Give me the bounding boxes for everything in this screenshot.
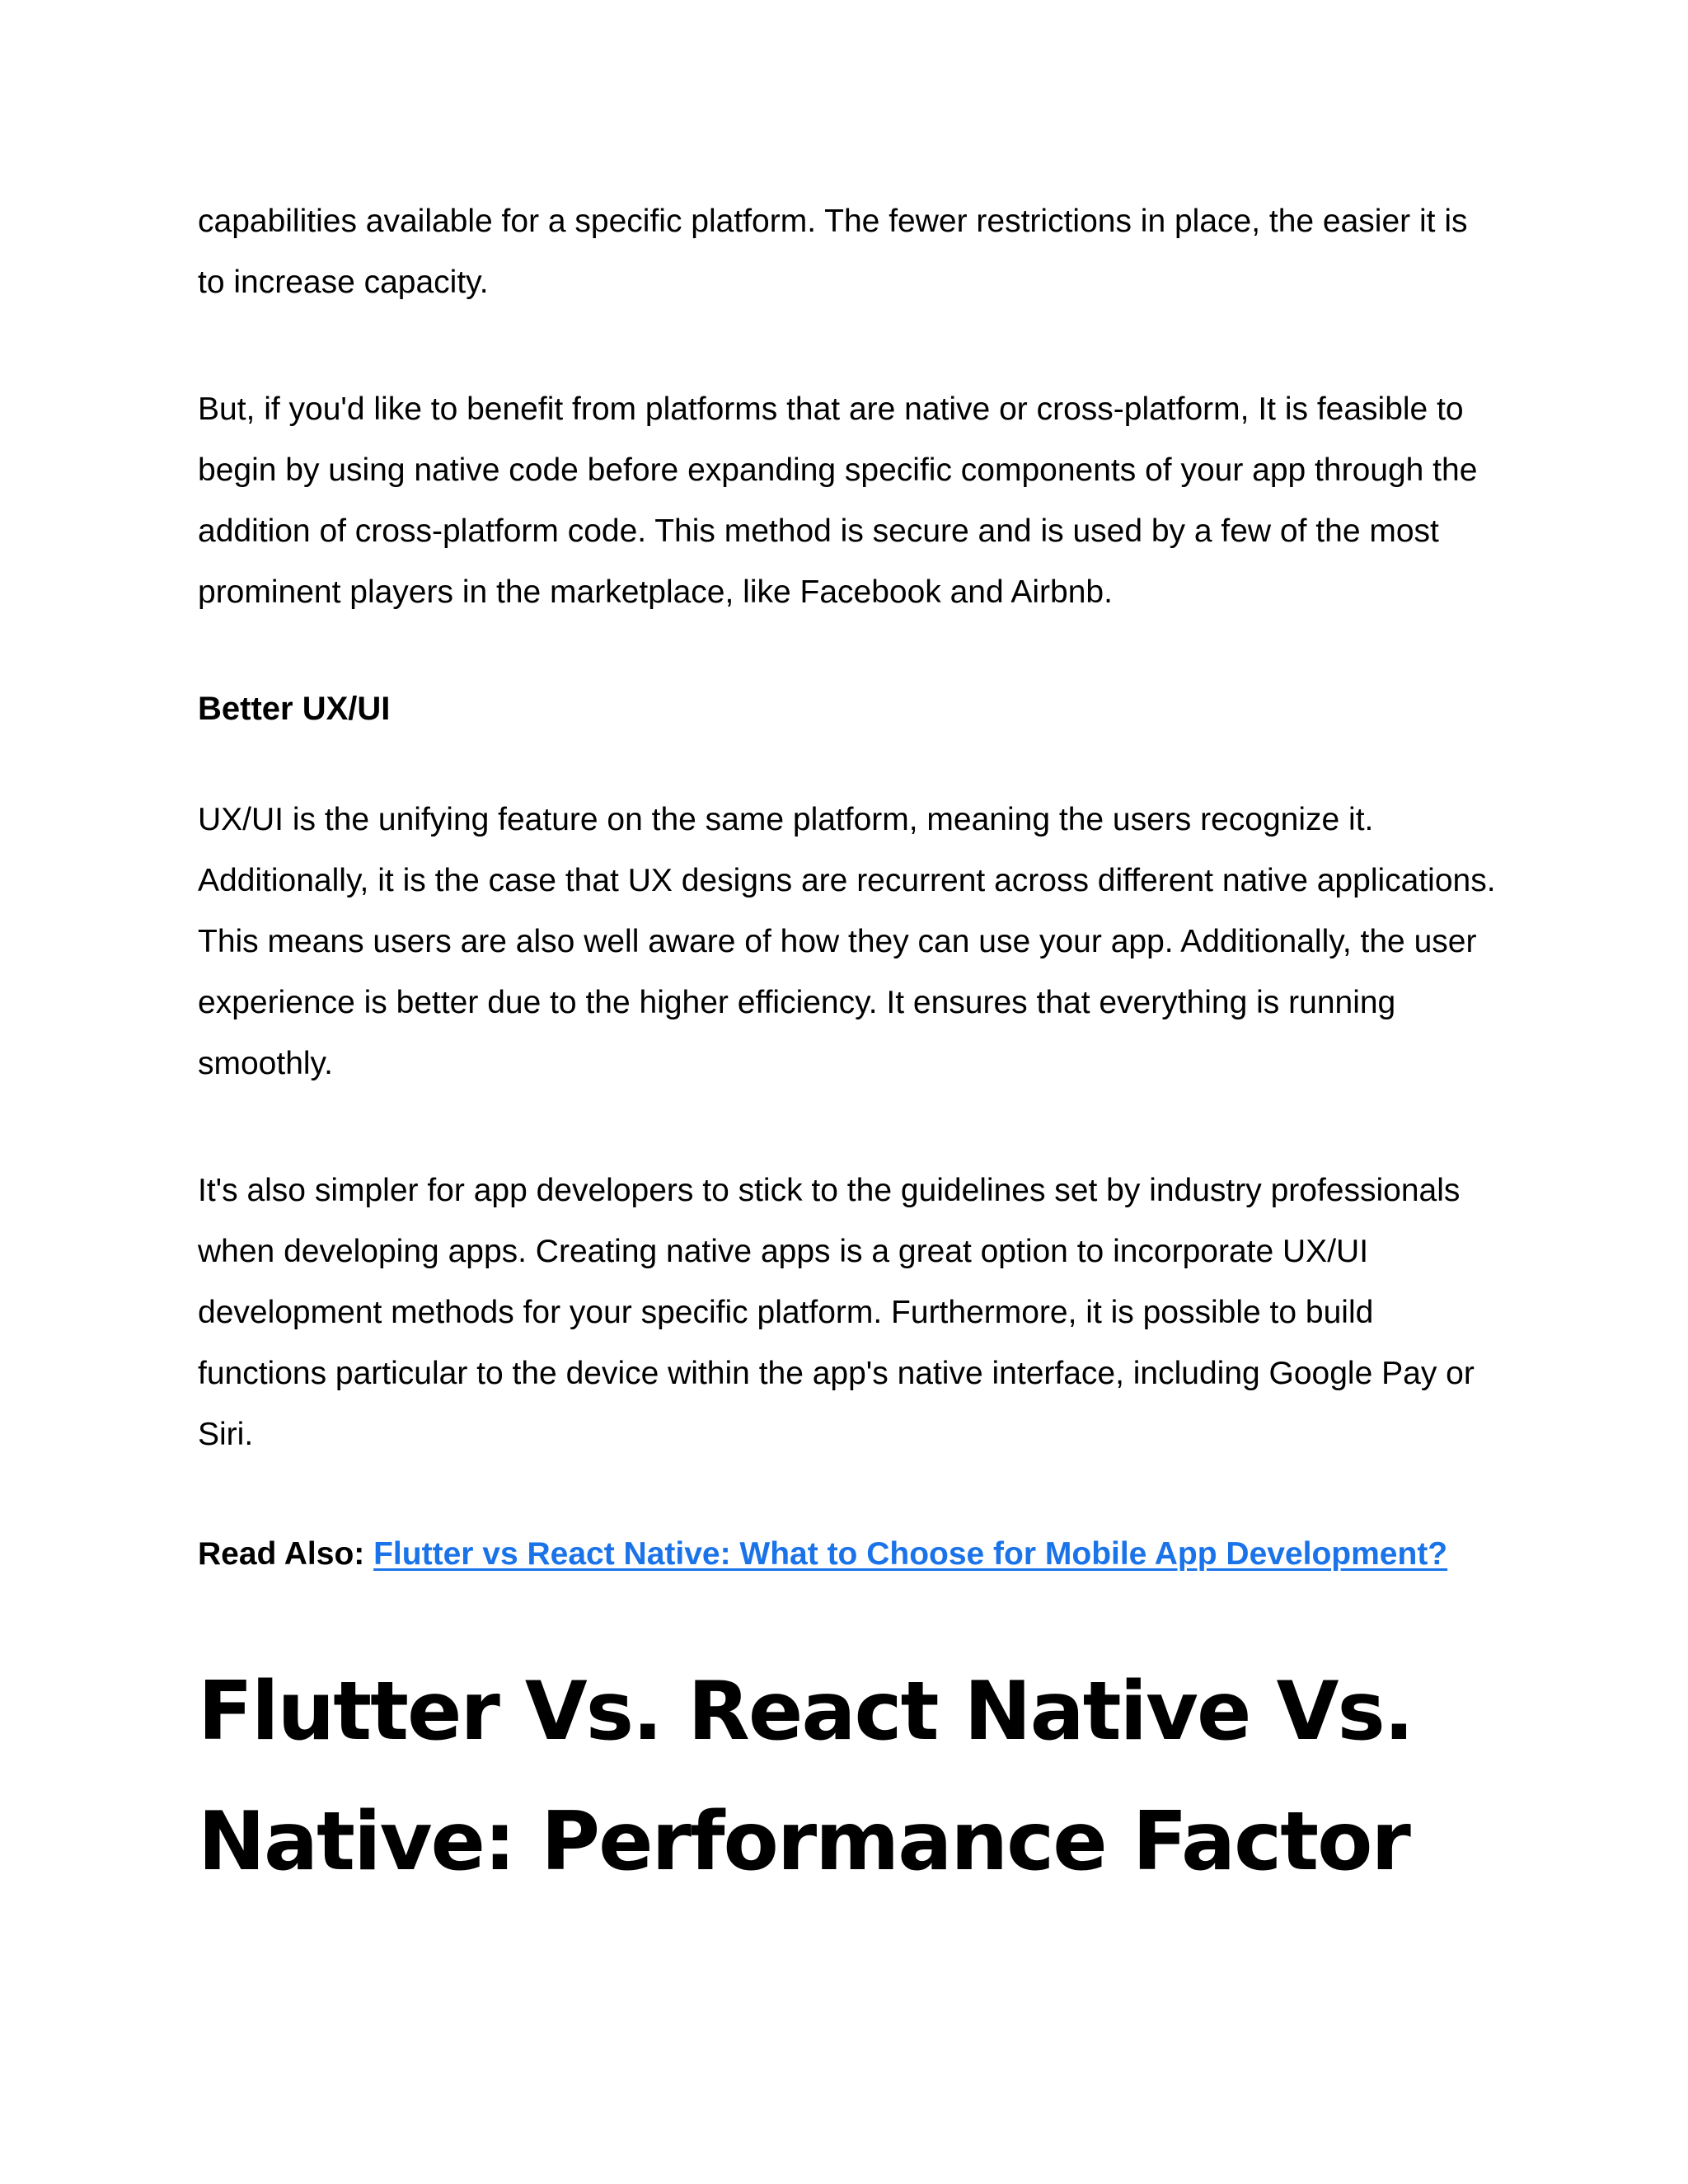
section-heading [198, 1647, 1500, 1907]
read-also-link[interactable]: Flutter vs React Native: What to Choose for Mobile App Development? [373, 1536, 1448, 1572]
paragraph-ux-ui: UX/UI is the unifying feature on the same platform, meaning the users recognize it. Additionally, it is the case that UX designs are recurrent across different native applications. This means users are also well aware of how they can use your app. Additionally, the user experience is better due to the higher efficiency. It ensures that everything is running smoothly. [198, 802, 1496, 1081]
section-heading-line-1: Flutter Vs. React Native Vs. [198, 1665, 1414, 1759]
paragraph-capabilities: capabilities available for a specific platform. The fewer restrictions in place, the easier it is to increase capacity. [198, 204, 1468, 300]
paragraph-native-or-cross-platform: But, if you'd like to benefit from platforms that are native or cross-platform, It is feasible to begin by using native code before expanding specific components of your app through the addition of cross-platform code. This method is secure and is used by a few of the most prominent players in the marketplace, like Facebook and Airbnb. [198, 391, 1478, 610]
section-subheading: Better UX/UI [198, 691, 391, 727]
read-also-label: Read Also: [198, 1536, 365, 1572]
document-body [198, 191, 1500, 1907]
paragraph-guidelines: It's also simpler for app developers to stick to the guidelines set by industry professionals when developing apps. Creating native apps is a great option to incorporate UX/UI development methods for your specific platform. Furthermore, it is possible to build functions particular to the device within the app's native interface, including Google Pay or Siri. [198, 1173, 1475, 1452]
section-heading-line-2: Native: Performance Factor [198, 1795, 1409, 1889]
read-also-line [198, 1530, 1500, 1579]
